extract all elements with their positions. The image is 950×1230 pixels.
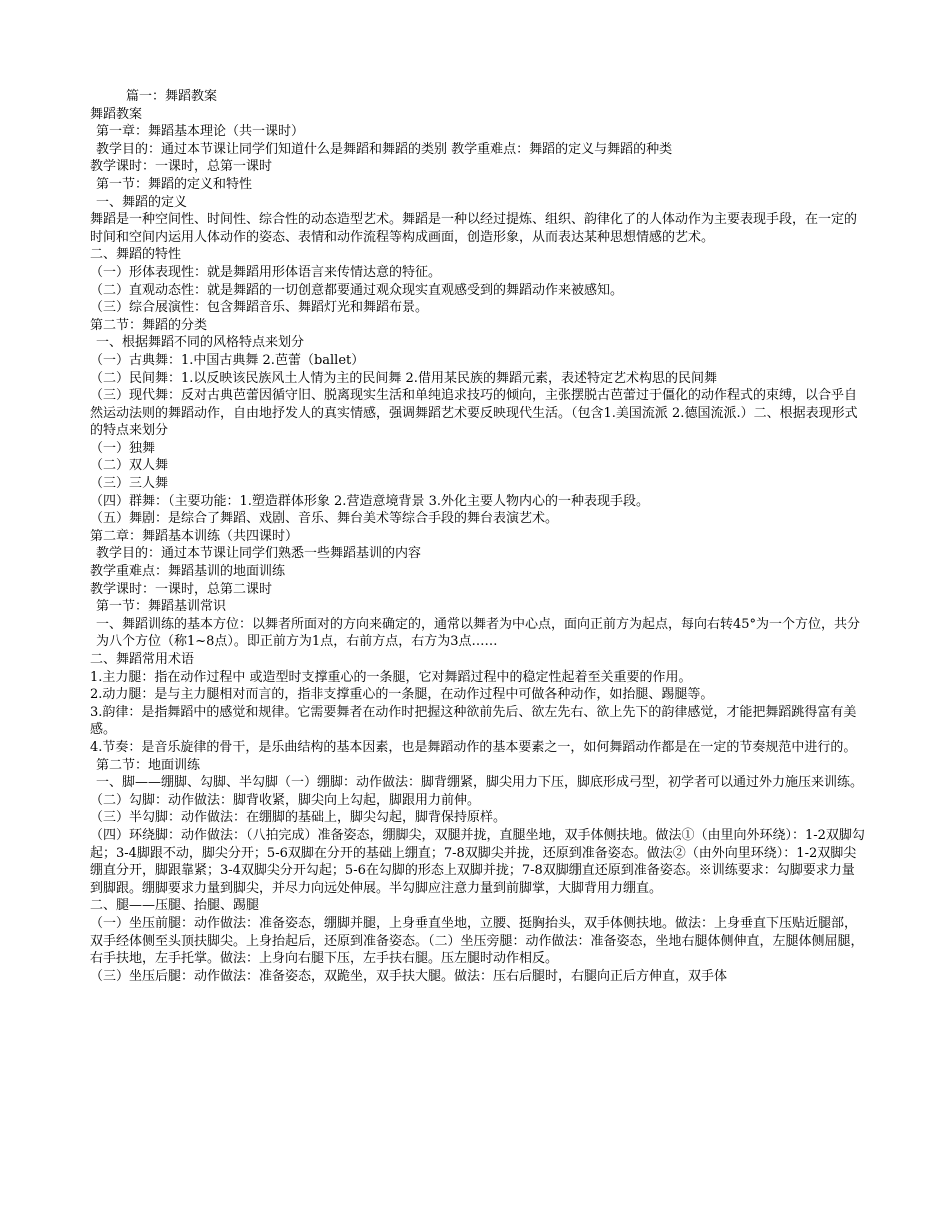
list-item: 3.韵律：是指舞蹈中的感觉和规律。它需要舞者在动作时把握这种欲前先后、欲左先右、欲上先下的韵律感觉，才能把舞蹈跳得富有美感。 (90, 704, 857, 738)
teaching-goal: 教学目的：通过本节课让同学们熟悉一些舞蹈基训的内容 (96, 546, 422, 562)
section-heading: 第一节：舞蹈的定义和特性 (96, 176, 253, 192)
subsection-heading: 二、舞蹈的特性 (90, 247, 182, 263)
list-item: （五）舞剧：是综合了舞蹈、戏剧、音乐、舞台美术等综合手段的舞台表演艺术。 (90, 511, 559, 527)
document-heading: 舞蹈教案 (90, 106, 143, 122)
list-item: 1.主力腿：指在动作过程中 或造型时支撑重心的一条腿，它对舞蹈过程中的稳定性起着至关重要的作用。 (90, 669, 692, 685)
document-title: 篇一：舞蹈教案 (126, 89, 218, 104)
subsection-heading: 二、腿——压腿、抬腿、踢腿 (90, 898, 260, 914)
list-item: （一）形体表现性：就是舞蹈用形体语言来传情达意的特征。 (90, 264, 442, 280)
list-item: （一）古典舞：1.中国古典舞 2.芭蕾（ballet） (90, 352, 365, 368)
list-item: （一）坐压前腿：动作做法：准备姿态，绷脚并腿，上身垂直坐地，立腰、挺胸抬头，双手体侧扶地。做法：上身垂直下压贴近腿部，双手经体侧至头顶扶脚尖。上身抬起后，还原到准备姿态。（二）坐压旁腿：动作做法：准备姿态，坐地右腿体侧伸直，左腿体侧屈腿，右手扶地，左手托掌。做法：上身向右腿下压，左手扶右腿。压左腿时动作相反。 (90, 915, 864, 967)
chapter-heading: 第二章：舞蹈基本训练（共四课时） (90, 528, 299, 544)
section-heading: 第二节：地面训练 (96, 757, 201, 773)
class-hours: 教学课时：一课时，总第一课时 (90, 159, 273, 175)
list-item: （三）坐压后腿：动作做法：准备姿态，双跪坐，双手扶大腿。做法：压右后腿时，右腿向正后方伸直，双手体 (90, 968, 728, 984)
section-heading: 第二节：舞蹈的分类 (90, 317, 208, 333)
paragraph: 舞蹈是一种空间性、时间性、综合性的动态造型艺术。舞蹈是一种以经过提炼、组织、韵律化了的人体动作为主要表现手段，在一定的时间和空间内运用人体动作的姿态、表情和动作流程等构成画面，创造形象，从而表达某种思想情感的艺术。 (90, 212, 858, 245)
teaching-goal: 教学目的：通过本节课让同学们知道什么是舞蹈和舞蹈的类别 教学重难点：舞蹈的定义与舞蹈的种类 (96, 141, 673, 157)
subsection-heading: 一、根据舞蹈不同的风格特点来划分 (96, 335, 305, 351)
list-item: （二）双人舞 (90, 458, 169, 474)
document-page (90, 88, 865, 985)
list-item: （一）独舞 (90, 440, 156, 456)
list-item: （四）群舞：（主要功能：1.塑造群体形象 2.营造意境背景 3.外化主要人物内心的一种表现手段。 (90, 493, 649, 509)
list-item: （三）现代舞：反对古典芭蕾因循守旧、脱离现实生活和单纯追求技巧的倾向，主张摆脱古芭蕾过于僵化的动作程式的束缚，以合乎自然运动法则的舞蹈动作，自由地抒发人的真实情感，强调舞蹈艺术要反映现代生活。（包含1.美国流派 2.德国流派.）二、根据表现形式的特点来划分 (90, 388, 858, 439)
class-hours: 教学课时：一课时，总第二课时 (90, 581, 273, 597)
list-item: 2.动力腿：是与主力腿相对而言的，指非支撑重心的一条腿，在动作过程中可做各种动作，如抬腿、踢腿等。 (90, 687, 714, 703)
paragraph: 一、脚——绷脚、勾脚、半勾脚（一）绷脚：动作做法：脚背绷紧，脚尖用力下压，脚底形成弓型，初学者可以通过外力施压来训练。 (96, 775, 864, 791)
list-item: （三）三人舞 (90, 476, 169, 492)
list-item: （三）综合展演性：包含舞蹈音乐、舞蹈灯光和舞蹈布景。 (90, 300, 429, 316)
list-item: （二）勾脚：动作做法：脚背收紧，脚尖向上勾起，脚跟用力前伸。 (90, 792, 481, 808)
section-heading: 第一节：舞蹈基训常识 (96, 599, 227, 615)
chapter-heading: 第一章：舞蹈基本理论（共一课时） (96, 124, 305, 140)
paragraph: 一、舞蹈训练的基本方位：以舞者所面对的方向来确定的，通常以舞者为中心点，面向正前方为起点，每向右转45°为一个方位，共分为八个方位（称1~8点）。即正前方为1点，右前方点，右方为3点…… (96, 616, 861, 650)
list-item: 4.节奏：是音乐旋律的骨干，是乐曲结构的基本因素，也是舞蹈动作的基本要素之一，如何舞蹈动作都是在一定的节奏规范中进行的。 (90, 739, 857, 755)
subsection-heading: 二、舞蹈常用术语 (90, 652, 195, 667)
list-item: （二）直观动态性：就是舞蹈的一切创意都要通过观众现实直观感受到的舞蹈动作来被感知。 (90, 282, 624, 298)
list-item: （四）环绕脚：动作做法：（八拍完成）准备姿态，绷脚尖，双腿并拢，直腿坐地，双手体侧扶地。做法①（由里向外环绕）：1-2双脚勾起；3-4脚跟不动，脚尖分开；5-6双脚在分开的基础上绷直；7-8双脚尖并拢，还原到准备姿态。做法②（由外向里环绕）：1-2双脚尖绷直分开，脚跟靠紧；3-4双脚尖分开勾起；5-6在勾脚的形态上双脚并拢；7-8双脚绷直还原到准备姿态。※训练要求：勾脚要求力量到脚跟。绷脚要求力量到脚尖，并尽力向远处伸展。半勾脚应注意力量到前脚掌，大脚背用力绷直。 (90, 827, 865, 896)
list-item: （二）民间舞：1.以反映该民族风土人情为主的民间舞 2.借用某民族的舞蹈元素，表述特定艺术构思的民间舞 (90, 370, 717, 386)
list-item: （三）半勾脚：动作做法：在绷脚的基础上，脚尖勾起，脚背保持原样。 (90, 810, 507, 826)
subsection-heading: 一、舞蹈的定义 (96, 194, 188, 210)
teaching-focus: 教学重难点：舞蹈基训的地面训练 (90, 564, 286, 580)
